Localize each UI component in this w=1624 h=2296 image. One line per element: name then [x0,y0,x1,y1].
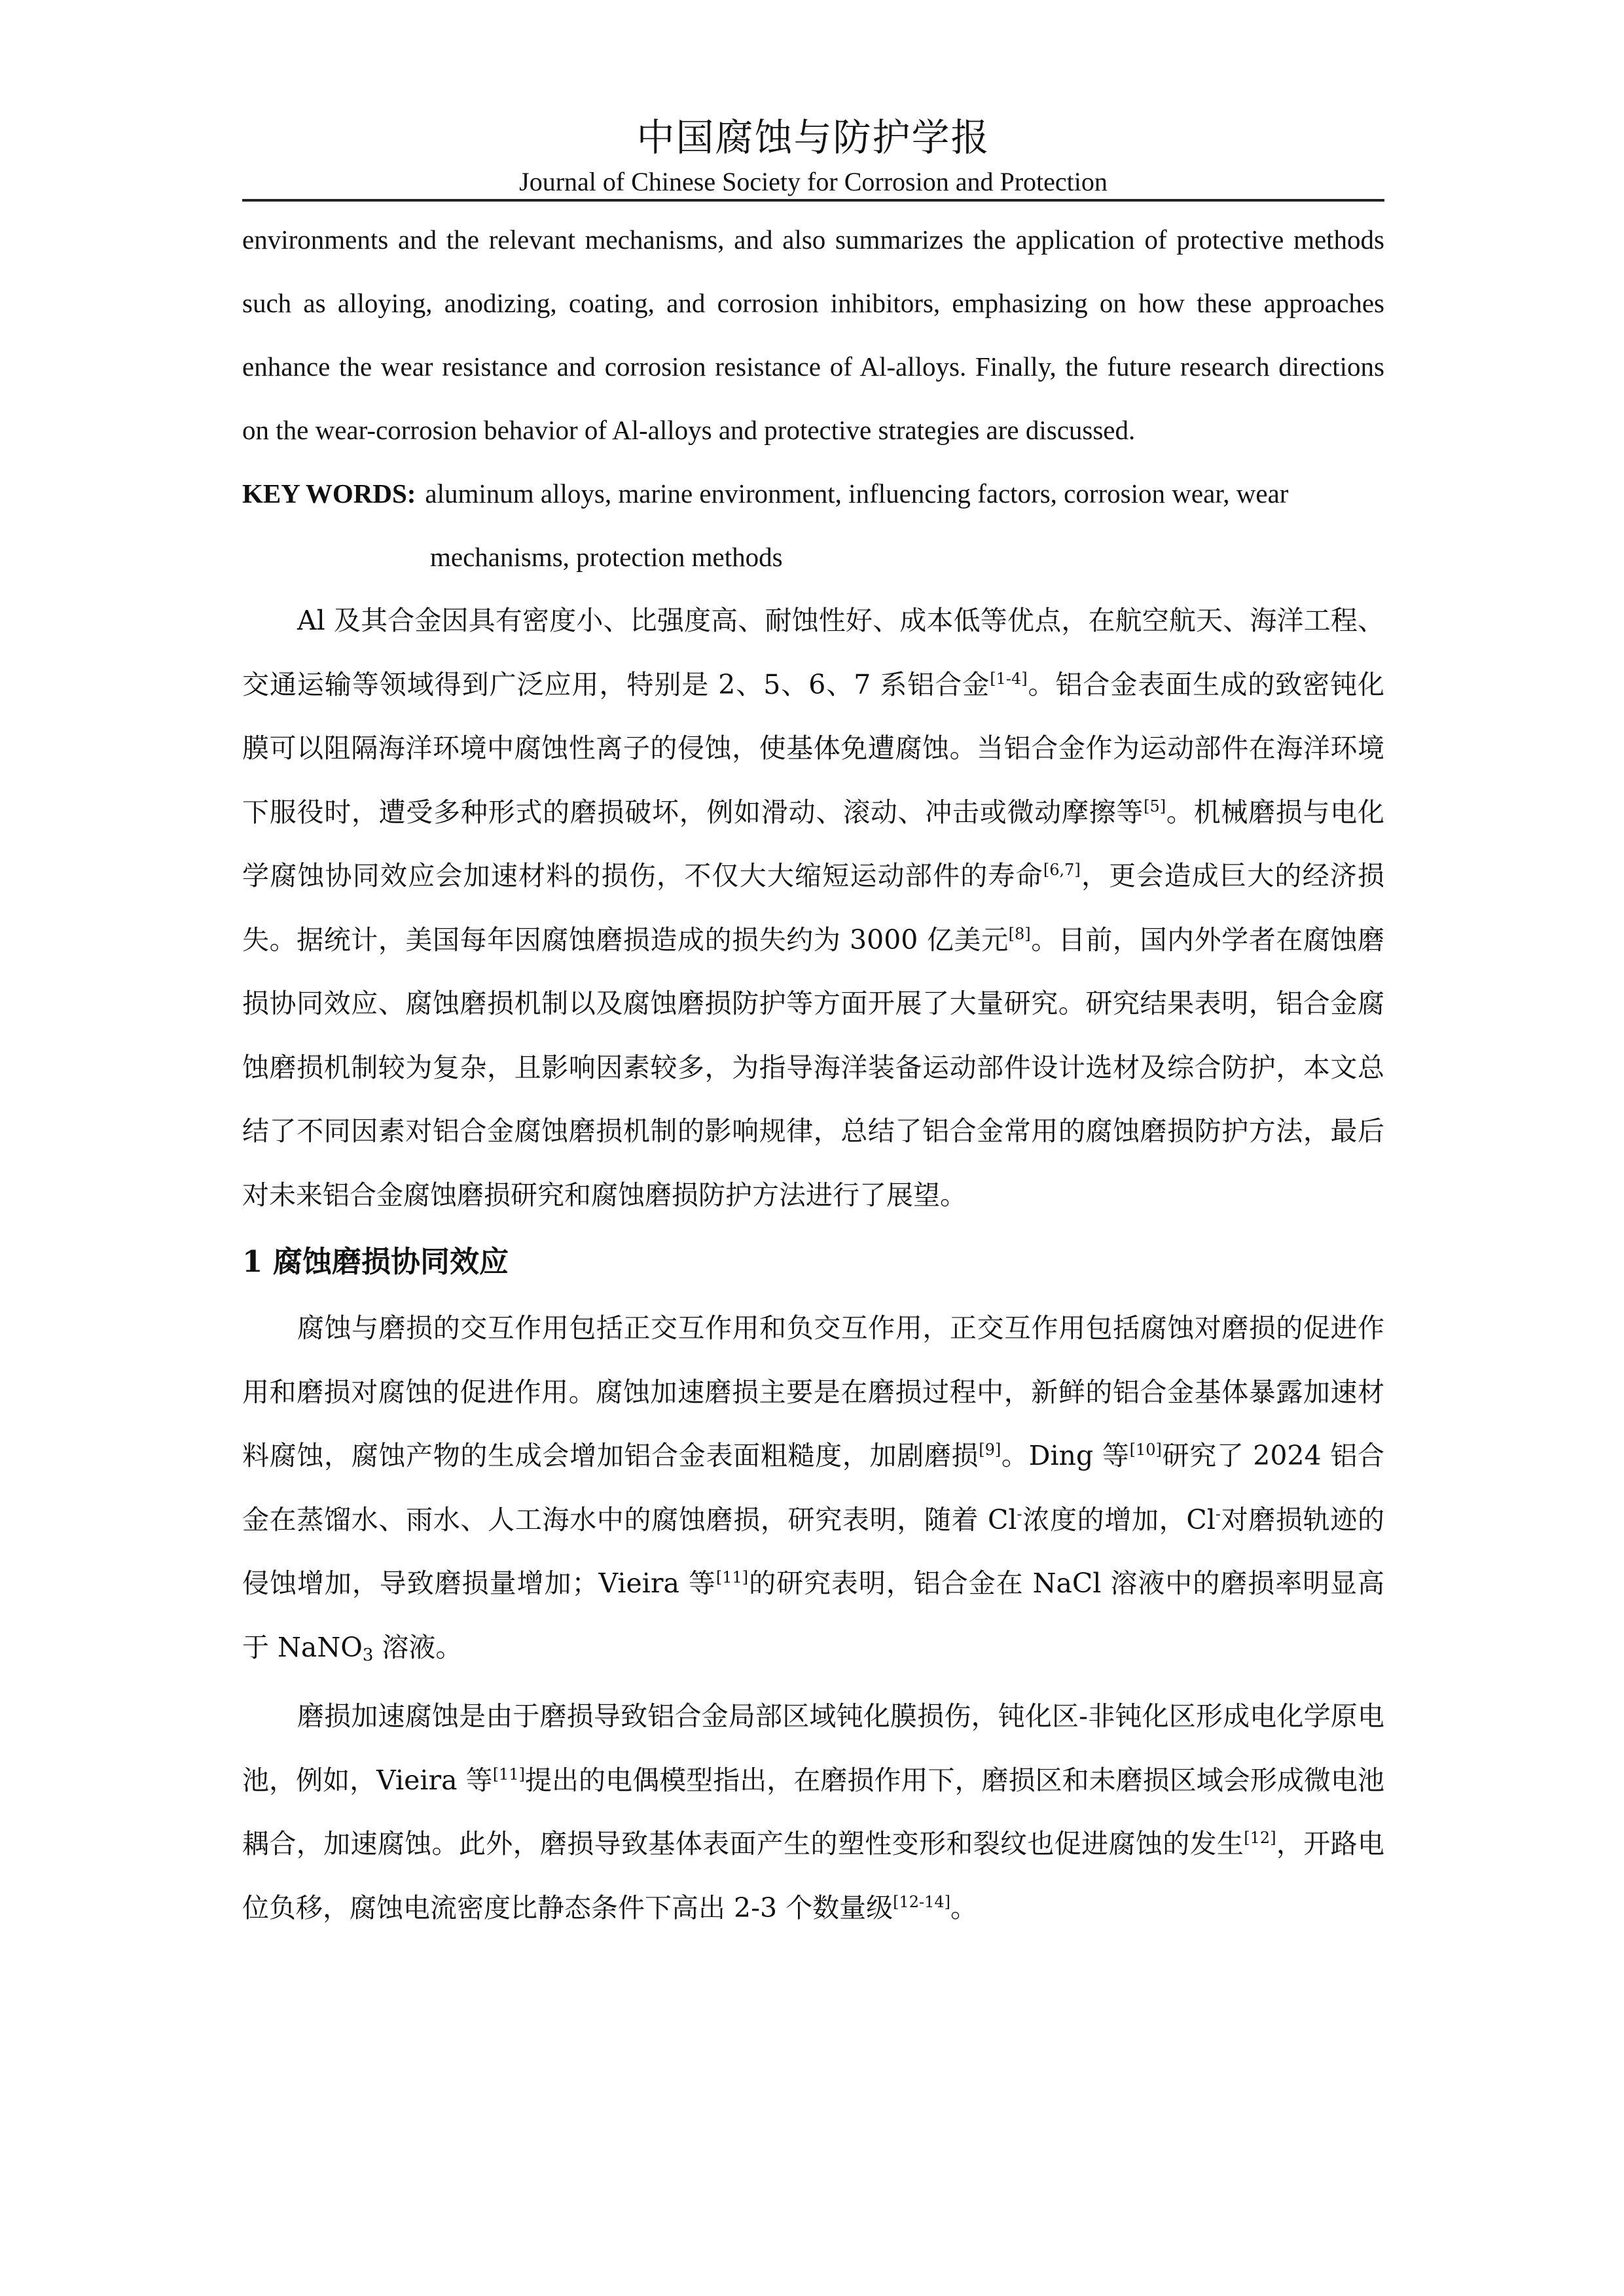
citation: [5] [1144,797,1166,816]
citation: [10] [1129,1441,1162,1459]
section-paragraph-1 [242,1297,1384,1679]
keywords-continued [242,526,1384,589]
text-run: 提出的电偶模型指出，在磨损作用下，磨损区和未磨损区域会形成微电池耦合，加速腐蚀。此外，磨损导致基体表面产生的塑性变形和裂纹也促进腐蚀的发生 [242,1764,1385,1859]
citation: [11] [715,1568,749,1587]
keywords-line-1: aluminum alloys, marine environment, influencing factors, corrosion wear, wear [425,478,1289,509]
journal-title-en: Journal of Chinese Society for Corrosion and Protection [519,167,1108,196]
text-run: ，开路电位负移，腐蚀电流密度比静态条件下高出 2-3 个数量级 [242,1828,1384,1924]
citation: [12-14] [893,1892,951,1911]
text-run: 浓度的增加，Cl [1022,1503,1216,1535]
citation: [6,7] [1043,861,1081,879]
citation: [1-4] [990,669,1028,688]
text-run: ，更会造成巨大的经济损失。据统计，美国每年因腐蚀磨损造成的损失约为 3000 亿美元 [242,860,1385,956]
abstract-continuation: environments and the relevant mechanisms, and also summarizes the application of protective methods such as alloying, anodizing, coating, and corrosion inhibitors, emphasizing on how these approaches enhance the wear resistance and corrosion resistance of Al-alloys. Finally, the future research directions on the wear-corrosion behavior of Al-alloys and protective strategies are discussed. [242,224,1384,445]
header-rule [242,199,1384,202]
page-body [242,208,1384,1940]
running-header [242,111,1384,200]
ion-charge: - [1017,1504,1022,1523]
citation: [9] [979,1441,1001,1459]
keywords-line-2: mechanisms, protection methods [430,542,783,572]
text-run: 研究了 2024 铝合金在蒸馏水、雨水、人工海水中的腐蚀磨损，研究表明，随着 Cl [242,1440,1384,1535]
ion-charge: - [1215,1504,1221,1523]
text-run: Al 及其合金因具有密度小、比强度高、耐蚀性好、成本低等优点，在航空航天、海洋工程、交通运输等领域得到广泛应用，特别是 2、5、6、7 系铝合金 [242,605,1384,700]
citation: [12] [1244,1829,1276,1847]
text-run: 。目前，国内外学者在腐蚀磨损协同效应、腐蚀磨损机制以及腐蚀磨损防护等方面开展了大量研究。研究结果表明，铝合金腐蚀磨损机制较为复杂，且影响因素较多，为指导海洋装备运动部件设计选材及综合防护，本文总结了不同因素对铝合金腐蚀磨损机制的影响规律，总结了铝合金常用的腐蚀磨损防护方法，最后对未来铝合金腐蚀磨损研究和腐蚀磨损防护方法进行了展望。 [242,924,1384,1211]
keywords-terms [425,462,1384,526]
section-heading: 1 腐蚀磨损协同效应 [242,1244,509,1279]
text-run: 。机械磨损与电化学腐蚀协同效应会加速材料的损伤，不仅大大缩短运动部件的寿命 [242,796,1385,891]
text-run: 。 [950,1892,978,1924]
text-run: 。铝合金表面生成的致密钝化膜可以阻隔海洋环境中腐蚀性离子的侵蚀，使基体免遭腐蚀。当铝合金作为运动部件在海洋环境下服役时，遭受多种形式的磨损破坏，例如滑动、滚动、冲击或微动摩擦等 [242,668,1385,828]
text-run: 溶液。 [373,1631,463,1663]
citation: [11] [492,1765,525,1784]
citation: [8] [1008,924,1031,943]
keywords-label: KEY WORDS: [242,478,416,509]
section-paragraph-2 [242,1685,1384,1940]
text-run: 磨损加速腐蚀是由于磨损导致铝合金局部区域钝化膜损伤，钝化区-非钝化区形成电化学原电池，例如，Vieira 等 [242,1700,1384,1796]
keywords [242,462,1384,526]
text-run: 。Ding 等 [1001,1440,1130,1471]
journal-title-cn: 中国腐蚀与防护学报 [636,115,990,160]
text-run: 腐蚀与磨损的交互作用包括正交互作用和负交互作用，正交互作用包括腐蚀对磨损的促进作用和磨损对腐蚀的促进作用。腐蚀加速磨损主要是在磨损过程中，新鲜的铝合金基体暴露加速材料腐蚀，腐蚀产物的生成会增加铝合金表面粗糙度，加剧磨损 [242,1312,1384,1471]
subscript: 3 [362,1645,374,1665]
text-run: 对磨损轨迹的侵蚀增加，导致磨损量增加；Vieira 等 [242,1503,1385,1599]
text-run: 的研究表明，铝合金在 NaCl 溶液中的磨损率明显高于 NaNO [242,1568,1385,1663]
intro-paragraph [242,589,1384,1227]
